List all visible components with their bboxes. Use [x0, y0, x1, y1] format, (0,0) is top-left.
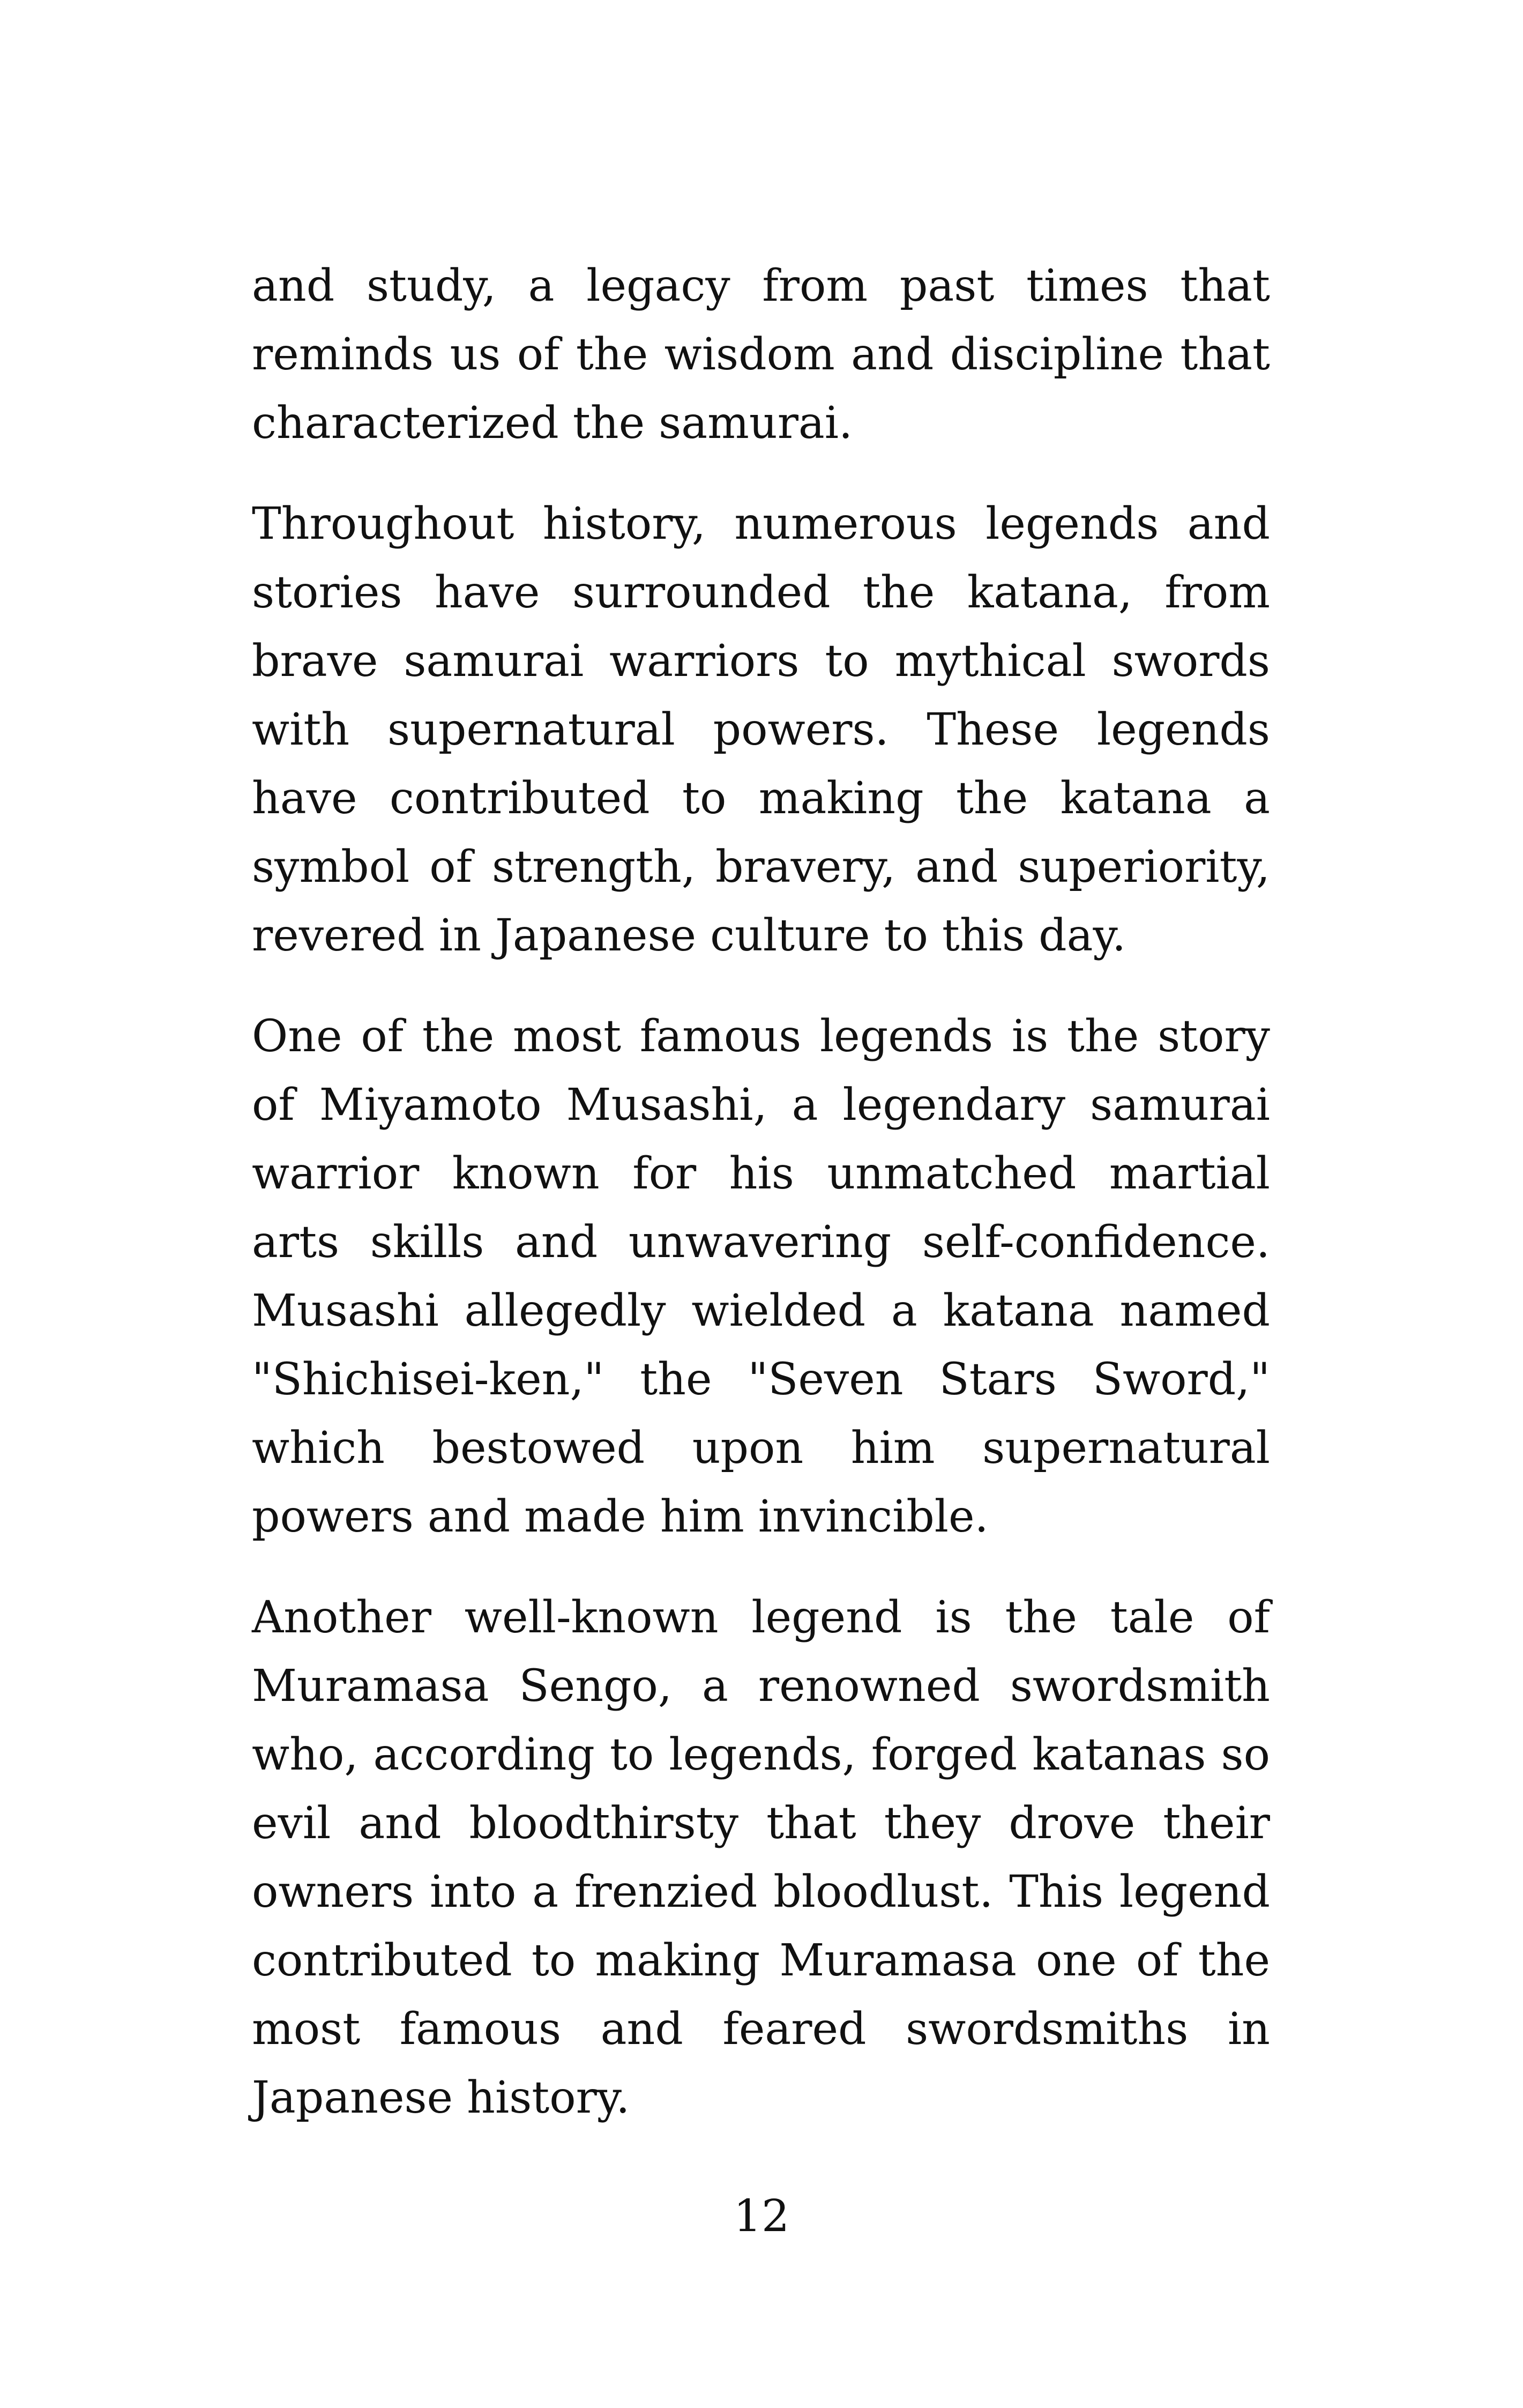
body-text — [252, 252, 1270, 2165]
paragraph: Throughout history, numerous legends and stories have surrounded the katana, from brave samurai warriors to mythical swords with supernatural powers. These legends have contributed to making the katana a symbol of strength, bravery, and superiority, revered in Japanese culture to this day. — [252, 499, 1270, 961]
page-number: 12 — [733, 2191, 790, 2242]
paragraph: and study, a legacy from past times that reminds us of the wisdom and discipline that characterized the samurai. — [252, 261, 1270, 449]
paragraph: One of the most famous legends is the story of Miyamoto Musashi, a legendary samurai warrior known for his unmatched martial arts skills and unwavering self-confidence. Musashi allegedly wielded a katana named "Shichisei-ken," the "Seven Stars Sword," which bestowed upon him supernatural powers and made him invincible. — [252, 1011, 1270, 1542]
paragraph: Another well-known legend is the tale of Muramasa Sengo, a renowned swordsmith who, according to legends, forged katanas so evil and bloodthirsty that they drove their owners into a frenzied bloodlust. This legend contributed to making Muramasa one of the most famous and feared swordsmiths in Japanese history. — [252, 1592, 1270, 2123]
